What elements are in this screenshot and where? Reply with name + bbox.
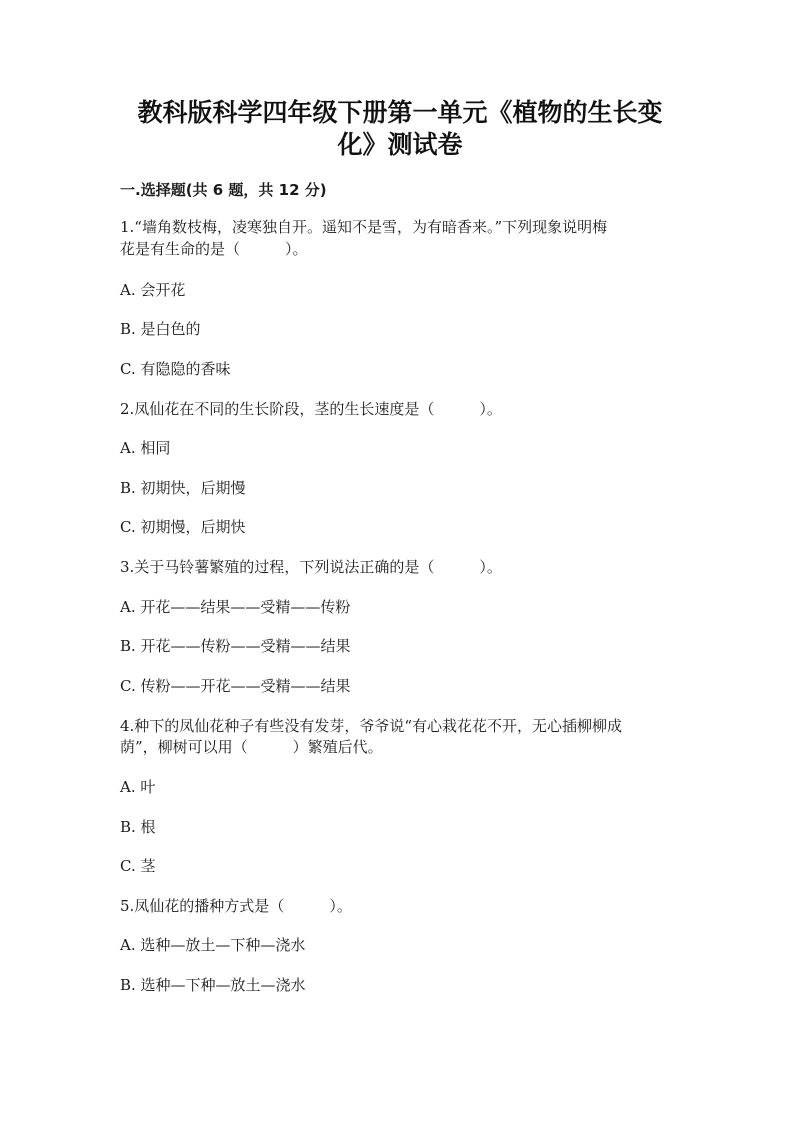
- question-2-option-c: C. 初期慢，后期快: [120, 518, 246, 536]
- question-3-option-a: A. 开花——结果——受精——传粉: [120, 598, 351, 616]
- question-2-option-b: B. 初期快，后期慢: [120, 479, 246, 497]
- question-3-option-c: C. 传粉——开花——受精——结果: [120, 677, 351, 695]
- section-heading: 一.选择题(共 6 题，共 12 分): [120, 181, 327, 199]
- question-4-stem-line-2: 荫”，柳树可以用（ ）繁殖后代。: [120, 738, 383, 756]
- question-4-option-c: C. 茎: [120, 857, 156, 875]
- document-title-line-1: 教科版科学四年级下册第一单元《植物的生长变: [137, 98, 663, 127]
- question-1-option-a: A. 会开花: [120, 281, 186, 299]
- question-3-stem-line-1: 3.关于马铃薯繁殖的过程，下列说法正确的是（ ）。: [120, 558, 502, 576]
- question-5-option-a: A. 选种—放土—下种—浇水: [120, 936, 306, 954]
- question-3-option-b: B. 开花——传粉——受精——结果: [120, 637, 351, 655]
- question-1-stem-line-1: 1.“墙角数枝梅，凌寒独自开。遥知不是雪，为有暗香来。”下列现象说明梅: [120, 218, 608, 236]
- question-2-stem-line-1: 2.凤仙花在不同的生长阶段，茎的生长速度是（ ）。: [120, 400, 502, 418]
- question-5-option-b: B. 选种—下种—放土—浇水: [120, 976, 306, 994]
- question-4-stem-line-1: 4.种下的凤仙花种子有些没有发芽，爷爷说“有心栽花花不开，无心插柳柳成: [120, 717, 622, 735]
- question-1-option-c: C. 有隐隐的香味: [120, 360, 231, 378]
- question-2-option-a: A. 相同: [120, 439, 171, 457]
- document-title-line-2: 化》测试卷: [337, 130, 463, 159]
- question-1-option-b: B. 是白色的: [120, 320, 201, 338]
- question-1-stem-line-2: 花是有生命的是（ ）。: [120, 240, 308, 258]
- question-4-option-b: B. 根: [120, 818, 156, 836]
- question-4-option-a: A. 叶: [120, 778, 156, 796]
- question-5-stem-line-1: 5.凤仙花的播种方式是（ ）。: [120, 897, 352, 915]
